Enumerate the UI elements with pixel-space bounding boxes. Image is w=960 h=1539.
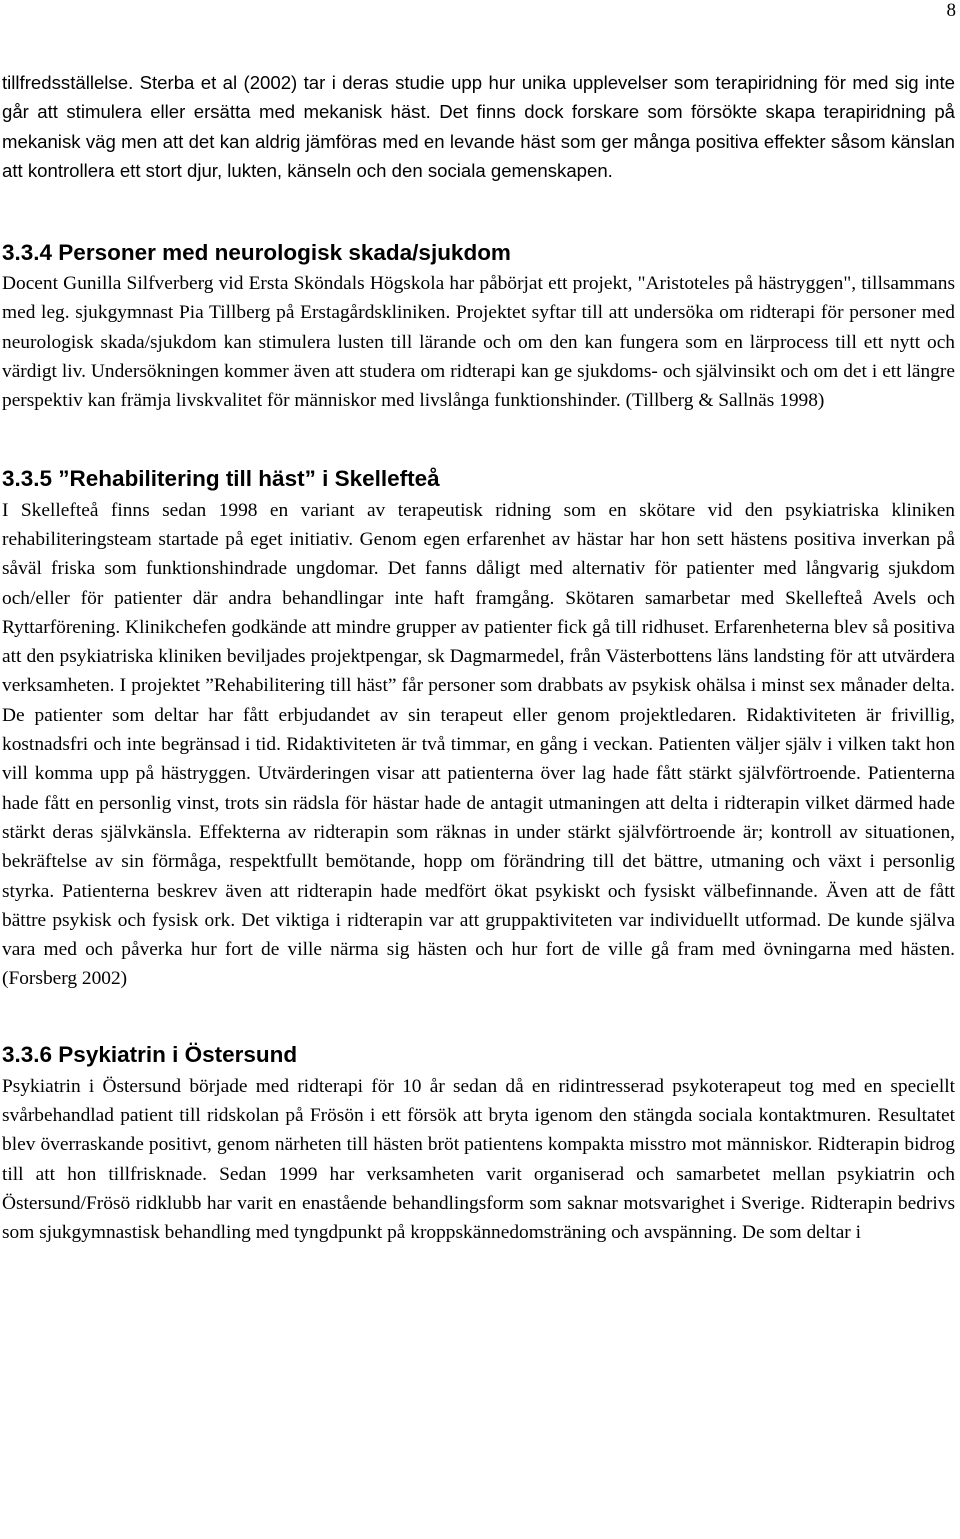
section-body: Docent Gunilla Silfverberg vid Ersta Sköndals Högskola har påbörjat ett projekt, "Aristoteles på hästryggen", tillsammans med leg. sjukgymnast Pia Tillberg på Erstagårdskliniken. Projektet syftar till att undersöka om ridterapi för personer med neurologisk skada/sjukdom kan stimulera lusten till lärande och om den kan fungera som en lärprocess till ett nytt och värdigt liv. Undersökningen kommer även att studera om ridterapi kan ge sjukdoms- och självinsikt och om det i ett längre perspektiv kan främja livskvalitet för människor med livslånga funktionshinder. (Tillberg & Sallnäs 1998): [2, 273, 955, 412]
section-body: Psykiatrin i Östersund började med ridterapi för 10 år sedan då en ridintresserad psykoterapeut tog med en speciellt svårbehandlad patient till ridskolan på Frösön i ett försök att bryta igenom den stängda sociala kontaktmuren. Resultatet blev överraskande positivt, genom närheten till hästen bröt patientens kompakta misstro mot människor. Ridterapin bidrog till att hon tillfrisknade. Sedan 1999 har verksamheten varit organiserad och samarbetet mellan psykiatrin och Östersund/Frösö ridklubb har varit en enastående behandlingsform som saknar motsvarighet i Sverige. Ridterapin bedrivs som sjukgymnastisk behandling med tyngdpunkt på kroppskännedomsträning och avspänning. De som deltar i: [2, 1075, 955, 1244]
section-body: I Skellefteå finns sedan 1998 en variant av terapeutisk ridning som en skötare vid den psykiatriska kliniken rehabiliteringsteam startade på eget initiativ. Genom egen erfarenhet av hästar har hon sett hästens positiva inverkan på såväl friska som funktionshindrade ungdomar. Det fanns dåligt med alternativ för patienter med långvarig sjukdom och/eller för patienter där andra behandlingar inte haft framgång. Skötaren samarbetar med Skellefteå Avels och Ryttarförening. Klinikchefen godkände att mindre grupper av patienter fick gå till ridhuset. Erfarenheterna blev så positiva att den psykiatriska kliniken beviljades projektpengar, sk Dagmarmedel, från Västerbottens läns landsting för att utvärdera verksamheten. I projektet ”Rehabilitering till häst” får personer som drabbats av psykisk ohälsa i minst sex månader delta. De patienter som deltar har fått erbjudandet av sin terapeut eller genom projektledaren. Ridaktiviteten är frivillig, kostnadsfri och inte begränsad i tid. Ridaktiviteten är två timmar, en gång i veckan. Patienten väljer själv i vilken takt hon vill komma upp på hästryggen. Utvärderingen visar att patienterna över lag hade fått stärkt självförtroende. Patienterna hade fått en personlig vinst, trots sin rädsla för hästar hade de antagit utmaningen att delta i ridterapin vilket därmed hade stärkt deras självkänsla. Effekterna av ridterapin som räknas in under stärkt självförtroende är; kontroll av situationen, bekräftelse av sin förmåga, respektfullt bemötande, hopp om förändring till det bättre, utmaning och växt i personlig styrka. Patienterna beskrev även att ridterapin hade medfört ökat psykiskt och fysiskt välbefinnande. Även att de fått bättre psykisk och fysisk ork. Det viktiga i ridterapin var att gruppaktiviteten var individuellt utformad. De kunde själva vara med och påverka hur fort de ville närma sig hästen och hur fort de ville gå fram med övningarna med hästen. (Forsberg 2002): [2, 499, 955, 990]
page-number: 8: [946, 0, 956, 21]
section-heading: 3.3.4 Personer med neurologisk skada/sjukdom: [2, 240, 511, 266]
document-body: [2, 68, 955, 1248]
section-heading: 3.3.6 Psykiatrin i Östersund: [2, 1041, 298, 1067]
section-heading: 3.3.5 ”Rehabilitering till häst” i Skellefteå: [2, 465, 440, 491]
intro-paragraph: tillfredsställelse. Sterba et al (2002) tar i deras studie upp hur unika upplevelser som terapiridning för med sig inte går att stimulera eller ersätta med mekanisk häst. Det finns dock forskare som försökte skapa terapiridning på mekanisk väg men att det kan aldrig jämföras med en levande häst som ger många positiva effekter såsom känslan att kontrollera ett stort djur, lukten, känseln och den sociala gemenskapen.: [2, 72, 955, 181]
